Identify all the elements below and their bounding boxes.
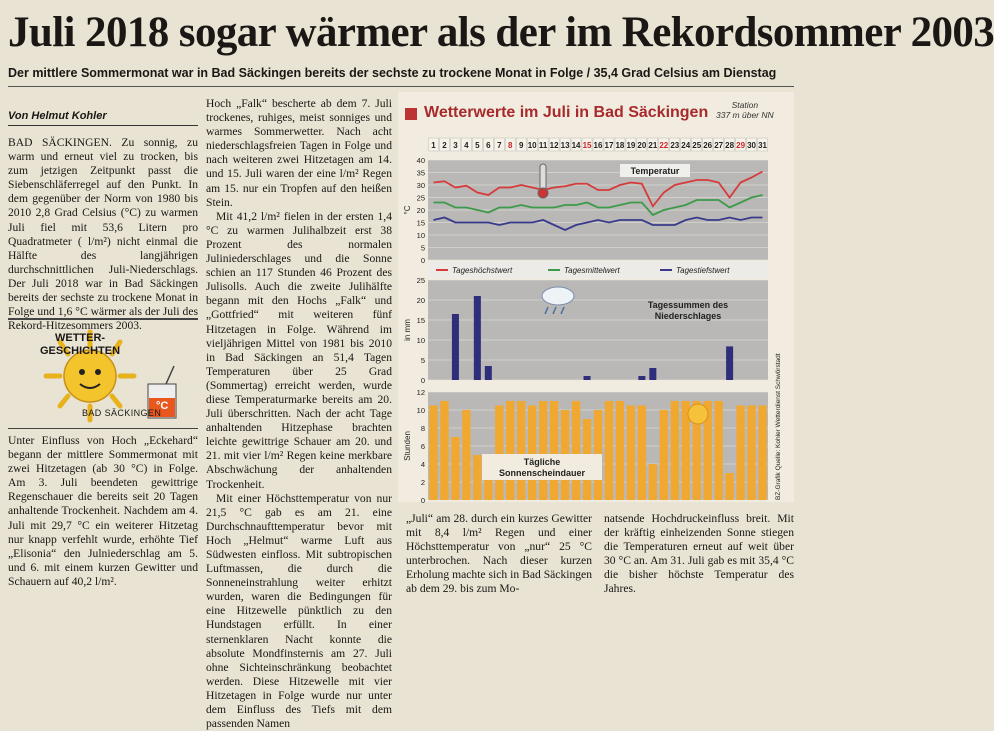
rain-bar xyxy=(638,376,645,380)
temperature-axis-unit: °C xyxy=(403,205,412,215)
rain-tick-label: 25 xyxy=(416,276,425,285)
temperature-tick-label: 0 xyxy=(420,256,425,265)
sunshine-bar xyxy=(616,401,624,500)
sunshine-bar xyxy=(725,473,733,500)
article-column-1-continued xyxy=(8,434,198,589)
temperature-tick-label: 5 xyxy=(420,243,425,253)
article-column-2 xyxy=(206,97,392,731)
sunshine-bar xyxy=(517,401,525,500)
thermometer-icon xyxy=(540,164,546,190)
sunshine-bar xyxy=(550,401,558,500)
article-column-1 xyxy=(8,136,198,333)
temperature-tick-label: 35 xyxy=(416,168,425,178)
sunshine-bar xyxy=(462,410,470,500)
rain-bar xyxy=(726,346,733,380)
logo-unit: °C xyxy=(156,400,169,412)
legend-label: Tagesmittelwert xyxy=(564,266,620,275)
sunshine-tick-label: 8 xyxy=(420,424,425,433)
rain-tick-label: 5 xyxy=(420,356,425,365)
day-label: 24 xyxy=(681,141,691,150)
rain-tick-label: 20 xyxy=(416,296,425,305)
temperature-tick-label: 40 xyxy=(416,156,425,165)
sunshine-bar xyxy=(649,464,657,500)
station-line-2: 337 m über NN xyxy=(716,110,774,120)
rain-axis-unit: in mm xyxy=(403,319,412,341)
day-label: 26 xyxy=(703,141,713,150)
article-paragraph: BAD SÄCKINGEN. Zu sonnig, zu warm und erneut viel zu trocken, bis zum jetzigen Zeitpunkt passt die Siebenschläferregel auf den Punkt. In dem gegenüber der Norm von 1980 bis 2010 2,8 Grad Celsius (°C) zu warmen Juli fiel mit 53,6 Litern pro Quadratmeter ( l/m²) nicht einmal die Hälfte des langjährigen durchschnittlichen Juli-Niederschlags. Der Juli 2018 war in Bad Säckingen bereits der sechste zu trockene Monat in Folge und 1,6 °C wärmer als der Juli des Rekord-Hitzesommers 2003. xyxy=(8,136,198,333)
sunshine-bar xyxy=(440,401,448,500)
temperature-tick-label: 30 xyxy=(416,181,425,190)
chart-title-marker xyxy=(405,108,417,120)
day-label: 11 xyxy=(538,141,548,150)
day-label: 23 xyxy=(670,141,680,150)
subheadline: Der mittlere Sommermonat war in Bad Säckingen bereits der sechste zu trockene Monat in Folge / 35,4 Grad Celsius am Dienstag xyxy=(8,66,777,80)
day-label: 31 xyxy=(758,141,767,150)
article-column-4: natsende Hochdruckeinfluss breit. Mit der kräftig einheizenden Sonne stiegen die Temperaturen erneut auf weit über 30 °C an. Am 31. Juli gab es mit 35,4 °C die bisher höchste Temperatur des Jahres. xyxy=(604,512,794,596)
sunshine-bar xyxy=(660,410,668,500)
article-paragraph: Hoch „Falk“ bescherte ab dem 7. Juli trockenes, ruhiges, meist sonniges und warmes Sommerwetter. Nach acht niederschlagsfreien Tagen in Folge und nach weiteren zwei Hitzetagen am 14. und 15. Juli waren der eine l/m² Regen am 15. nur ein Tropfen auf den heißen Stein. xyxy=(206,97,392,209)
sunshine-tick-label: 6 xyxy=(420,442,425,451)
logo-title-line-1: WETTER- xyxy=(54,332,106,344)
sunshine-bar xyxy=(528,406,536,501)
rain-bar xyxy=(452,314,459,380)
day-label: 19 xyxy=(626,141,636,150)
sunshine-bar xyxy=(714,401,722,500)
sunshine-bar xyxy=(758,406,766,501)
sunshine-bar xyxy=(506,401,514,500)
sunshine-bar xyxy=(451,437,459,500)
sunshine-bar xyxy=(572,401,580,500)
cloud-icon xyxy=(542,287,574,305)
day-label: 14 xyxy=(571,141,581,150)
day-label: 29 xyxy=(736,141,746,150)
sunshine-bar xyxy=(671,401,679,500)
rain-bar xyxy=(474,296,481,380)
rain-label-line-2: Niederschlages xyxy=(654,311,722,321)
temperature-tick-label: 25 xyxy=(416,193,425,203)
graphic-credit: BZ-Grafik Quelle: Kohler Wetterdienst Schwörstadt xyxy=(775,353,782,500)
logo-place: BAD SÄCKINGEN xyxy=(82,408,162,418)
day-label: 28 xyxy=(725,141,735,150)
divider xyxy=(8,86,794,87)
byline: Von Helmut Kohler xyxy=(8,110,198,126)
day-label: 3 xyxy=(453,141,458,150)
temperature-tick-label: 15 xyxy=(416,218,425,228)
station-info xyxy=(716,100,774,120)
temperature-tick-label: 20 xyxy=(416,206,425,215)
day-label: 21 xyxy=(648,141,658,150)
day-label: 8 xyxy=(508,141,513,150)
article-paragraph: Mit 41,2 l/m² fielen in der ersten 1,4 °C zu warmen Julihalbzeit erst 38 Prozent des normalen Juliniederschlages und die Sonne schien an 117 Stunden 46 Prozent des Julisolls. Auch die zweite Julihälfte begann mit den Hochs „Falk“ und „Gottfried“ mit weiteren fünf Hitzetagen in Folge. Während im vieljährigen Mittel von 1981 bis 2010 in Bad Säckingen an 51,4 Tagen Temperaturen über 25 Grad (Sommertag) erreicht werden, wurde diese Temperaturmarke bereits am 20. Juli überschritten. Nach der acht Tage anhaltenden Hitzephase brachten leichte gewittrige Schauer am 20. und 21. mit vier l/m² Regen keine merkbare Abschwächung der anhaltenden Trockenheit. xyxy=(206,209,392,491)
rain-tick-label: 0 xyxy=(420,376,425,385)
day-label: 6 xyxy=(486,141,491,150)
rain-bar xyxy=(584,376,591,380)
legend-label: Tagestiefstwert xyxy=(676,266,730,275)
sunshine-tick-label: 0 xyxy=(420,496,425,505)
day-label: 9 xyxy=(518,141,524,150)
sunshine-tick-label: 12 xyxy=(416,388,425,397)
sunshine-tick-label: 10 xyxy=(416,406,425,415)
sunshine-label-line-2: Sonnenscheindauer xyxy=(498,468,586,478)
sunshine-bar xyxy=(429,406,437,501)
rain-tick-label: 15 xyxy=(416,316,425,325)
day-label: 25 xyxy=(692,141,702,150)
day-label: 15 xyxy=(582,141,592,150)
day-label: 5 xyxy=(475,141,480,150)
sunshine-bar xyxy=(627,406,635,501)
sunshine-bar xyxy=(605,401,613,500)
sunshine-bar xyxy=(495,406,503,501)
article-paragraph: Mit einer Höchsttemperatur von nur 21,5 °C gab es am 21. eine Durchschnaufttemperatur bevor mit Hoch „Helmut“ warme Luft aus Südwesten einfloss. Mit subtropischen Luftmassen, die durch die Sonneneinstrahlung weiter erhitzt wurden, waren die Bedingungen für eine Hitzewelle pünktlich zu den Hundstagen erfüllt. In einer sternenklaren Nacht konnte die absolute Mondfinsternis am 27. Juli ohne Sichteinschränkung beobachtet werden. Diese Hitzewelle mit vier Hitzetagen in Folge wurde nur unter dem Einfluss des Tiefs mit dem passenden Namen xyxy=(206,491,392,731)
day-label: 2 xyxy=(442,141,447,150)
day-label: 7 xyxy=(497,141,502,150)
day-label: 17 xyxy=(604,141,614,150)
article-paragraph: Unter Einfluss von Hoch „Eckehard“ begann der mittlere Sommermonat mit zwei Hitzetagen (ab 30 °C) in Folge. Am 3. Juli beendeten gewittrige Regenschauer die bereits seit 20 Tagen anhaltende Trockenheit. Nachdem am 4. Juli mit 29,7 °C ein weiterer Hitzetag nur knapp verfehlt wurde, erhöhte Tief „Elisonia“ den Julniederschlag am 5. und 6. mit einem kurzen Gewitter und Schauern auf 40,2 l/m². xyxy=(8,434,198,588)
rain-bar xyxy=(485,366,492,380)
wettergeschichten-logo xyxy=(8,318,198,429)
headline: Juli 2018 sogar wärmer als der im Rekordsommer 2003 xyxy=(8,9,994,56)
sunshine-label-line-1: Tägliche xyxy=(523,457,561,467)
logo-title-line-2: GESCHICHTEN xyxy=(40,345,121,357)
day-label: 16 xyxy=(593,141,603,150)
logo-title xyxy=(40,332,120,358)
rain-tick-label: 10 xyxy=(416,336,425,345)
sunshine-axis-unit: Stunden xyxy=(403,431,412,461)
sunshine-bar xyxy=(473,455,481,500)
day-label: 4 xyxy=(464,141,469,150)
day-label: 30 xyxy=(747,141,757,150)
sunshine-bar xyxy=(747,406,755,501)
chart-title: Wetterwerte im Juli in Bad Säckingen xyxy=(424,104,709,121)
day-label: 20 xyxy=(637,141,647,150)
sunshine-tick-label: 2 xyxy=(420,478,425,487)
temperature-label: Temperatur xyxy=(630,166,680,176)
thermometer-bulb-icon xyxy=(538,188,548,198)
rain-label-line-1: Tagessummen des xyxy=(647,300,729,310)
sunshine-bar xyxy=(736,406,744,501)
sunshine-bar xyxy=(539,401,547,500)
day-label: 1 xyxy=(431,141,436,150)
day-label: 10 xyxy=(527,141,537,150)
temperature-tick-label: 10 xyxy=(416,231,425,240)
rain-bar xyxy=(649,368,656,380)
weather-chart-plot xyxy=(398,130,778,505)
article-column-3: „Juli“ am 28. durch ein kurzes Gewitter mit 8,4 l/m² Regen und einer Höchsttemperatur von „nur“ 25 °C unterbrochen. Nach dieser kurzen Erholung machte sich in Bad Säckingen ab dem 29. bis zum Mo- xyxy=(406,512,592,596)
day-label: 22 xyxy=(659,141,669,150)
legend-label: Tageshöchstwert xyxy=(452,266,513,275)
day-label: 27 xyxy=(714,141,724,150)
day-label: 12 xyxy=(549,141,559,150)
day-label: 18 xyxy=(615,141,625,150)
sunshine-bar xyxy=(638,406,646,501)
station-line-1: Station xyxy=(731,100,759,110)
sunshine-tick-label: 4 xyxy=(420,460,425,469)
day-label: 13 xyxy=(560,141,570,150)
sun-icon xyxy=(688,404,708,424)
